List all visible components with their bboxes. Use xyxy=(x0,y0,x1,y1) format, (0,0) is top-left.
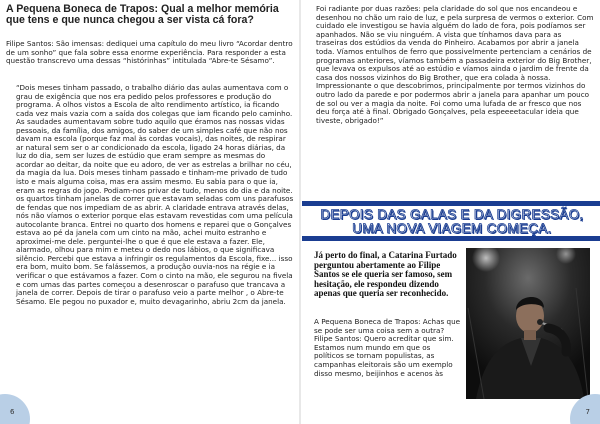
singer-photo xyxy=(466,248,590,399)
article-question-title: A Pequena Boneca de Trapos: Qual a melhor memória que tens e que nunca chegou a ser vista cá fora? xyxy=(6,3,279,26)
story-body: “Dois meses tinham passado, o trabalho diário das aulas aumentava com o grau de exigência que nos era pedido pelos professores e produção do programa. A olhos vistos a Escola de alto rendimento artístico, ia ficando cada vez mais vazia com a saída dos colegas que iam ficando pelo caminho. As saudades aumentavam sobre tudo aquilo que éramos nas nossas vidas pessoais, da família, dos amigos, do saber de um simples café que não nos davam na escola (porque faz mal às cordas vocais), das noites, de respirar ar natural sem ser o ar condicionado da escola, ligado 24 horas diárias, da luz do dia, sem ser luzes de estúdio que eram sempre as mesmas do acordar ao deitar, da noite que eu adoro, de ver as estrelas a brilhar no céu, da magia da lua. Dois meses tinham passado e tinham-me privado de tudo isto e mais alguma coisa, mas era assim mesmo. Eu sabia para o que ia, eram as regras do jogo. Podiam-nos privar de tudo, menos do dia e da noite. os quartos tinham janelas de correr que estavam seladas com uns parafusos de fendas que nos impediam de as abrir. A claridade entrava através delas, nós não víamos o exterior porque elas estavam revestidas com uma película autocolante branca. Entrei no quarto dos homens e reparei que o Gonçalves estava ao pé da janela com um cinto na mão, achei muito estranho e aproximei-me dele. perguntei-lhe o que é que ele estava a fazer. Ele, alarmado, olhou para mim e meteu o dedo nos lábios, o que significava silêncio. Percebi que estava a infringir os regulamentos da Escola, fixe... isso era bom, muito bom. Se falássemos, a produção ouvia-nos na régie e ia verificar o que estávamos a fazer. Com o cinto na mão, ele segurou na fivela e com umas das partes começou a desenroscar o parafuso que trancava a janela de correr. Depois de tirar o parafuso veio a parte melhor , o Abre-te Sésamo. Ele pegou no puxador e, muito devagarinho, abriu 2cm da janela. xyxy=(16,83,294,306)
lead-paragraph: Já perto do final, a Catarina Furtado perguntou abertamente ao Filipe Santos se ele queria ser famoso, sem hesitação, ele respondeu dizendo apenas que queria ser reconhecido. xyxy=(314,250,457,298)
section-banner xyxy=(302,201,600,247)
singer-photo-icon xyxy=(466,248,590,399)
page-number-left: 6 xyxy=(10,408,15,416)
banner-title: DEPOIS DAS GALAS E DA DIGRESSÃO, UMA NOVA VIAGEM COMEÇA. xyxy=(320,207,584,236)
page-number-right: 7 xyxy=(585,408,590,416)
interview-answer: A Pequena Boneca de Trapos: Achas que se pode ser uma coisa sem a outra? Filipe Santos: Quero acreditar que sim. Estamos num mundo em que os políticos se tornam populistas, as campanhas eleitorais são um exemplo disso mesmo, beijinhos e acenos às xyxy=(314,317,461,378)
page-corner-decoration xyxy=(0,394,30,424)
banner-bar-top xyxy=(302,201,600,206)
story-continuation: Foi radiante por duas razões: pela claridade do sol que nos encandeou e desenhou no chão um raio de luz, e pela surpresa de vermos o exterior. Com cuidado ele investigou se havia alguém do lado de fora, pois podíamos ser apanhados. Não se viu ninguém. A vista que tínhamos dava para as traseiras dos estúdios da venda do Pinheiro. Acabamos por abrir a janela toda. Víamos entulhos de ferro que possivelmente pertenciam a cenários de programas anteriores, víamos também a passadeira exterior do Big Brother, que levava os expulsos até ao estúdio e víamos ainda o jardim de frente da casa dos nossos vizinhos do Big Brother, que era colada à nossa. Impressionante o que descobrimos, principalmente por termos vizinhos do outro lado da parede e por podermos abrir a janela para apanhar um pouco de sol ou ver a magia da noite. Foi como uma lufada de ar fresco que nos deu força até à final. Obrigado Gonçalves, pela espeeeetacular ideia que tiveste, obrigado!” xyxy=(316,4,594,125)
intro-paragraph: Filipe Santos: São imensas: dediquei uma capítulo do meu livro “Acordar dentro de um sonho” que fala sobre essa enorme experiência. Para responder a esta questão transcrevo uma dessas “histórinhas” intitulada “Abre-te Sésamo”. xyxy=(6,39,293,66)
right-page xyxy=(302,0,600,424)
banner-bar-bottom xyxy=(302,236,600,241)
